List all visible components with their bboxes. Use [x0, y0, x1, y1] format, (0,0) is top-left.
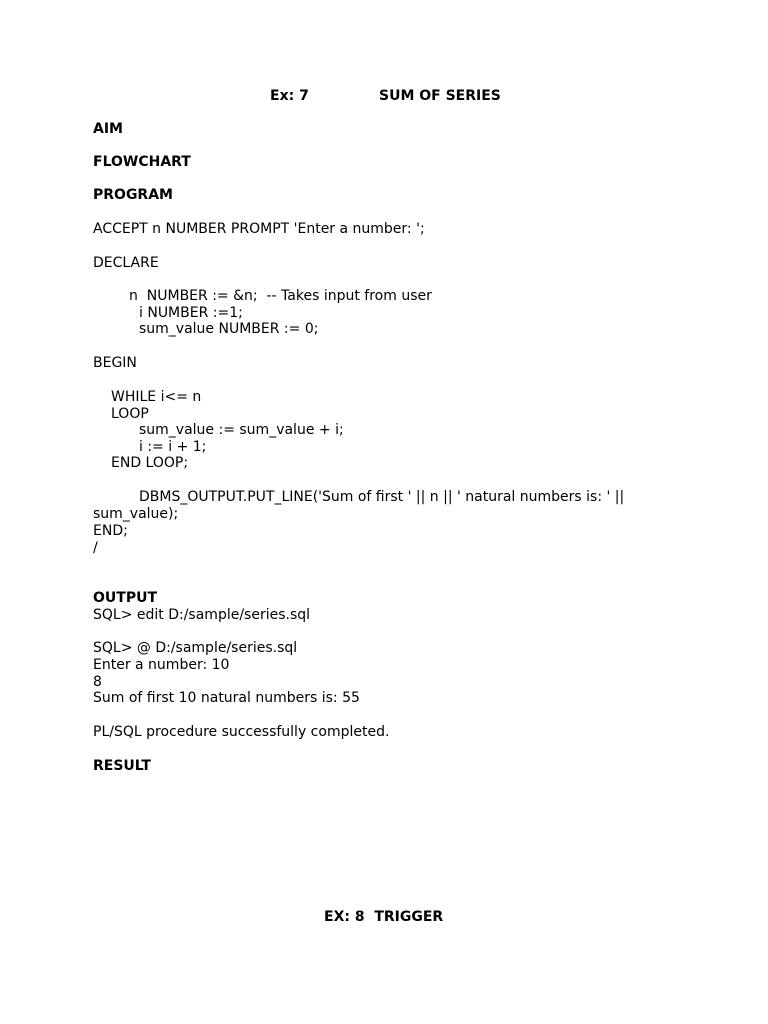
program-heading: PROGRAM [93, 187, 173, 203]
page-title: SUM OF SERIES [379, 88, 501, 104]
code-line-decl-sum: sum_value NUMBER := 0; [139, 321, 319, 337]
next-exercise-heading: EX: 8 TRIGGER [324, 909, 444, 925]
output-line-echo: 8 [93, 674, 102, 690]
output-line-prompt: Enter a number: 10 [93, 657, 230, 673]
output-heading: OUTPUT [93, 590, 157, 606]
output-line-edit: SQL> edit D:/sample/series.sql [93, 607, 311, 623]
result-heading: RESULT [93, 758, 151, 774]
output-line-run: SQL> @ D:/sample/series.sql [93, 640, 298, 656]
code-line-decl-i: i NUMBER :=1; [139, 305, 243, 321]
code-line-i-increment: i := i + 1; [139, 439, 207, 455]
code-line-end: END; [93, 523, 128, 539]
code-line-end-loop: END LOOP; [111, 455, 189, 471]
aim-heading: AIM [93, 121, 123, 137]
code-line-begin: BEGIN [93, 355, 137, 371]
output-line-sum: Sum of first 10 natural numbers is: 55 [93, 690, 360, 706]
code-line-sum-assign: sum_value := sum_value + i; [139, 422, 344, 438]
flowchart-heading: FLOWCHART [93, 154, 191, 170]
output-line-completed: PL/SQL procedure successfully completed. [93, 724, 390, 740]
code-line-accept: ACCEPT n NUMBER PROMPT 'Enter a number: '; [93, 221, 425, 237]
code-line-slash: / [93, 540, 98, 556]
code-line-loop: LOOP [111, 406, 149, 422]
code-line-decl-n: n NUMBER := &n; -- Takes input from user [129, 288, 432, 304]
code-line-while: WHILE i<= n [111, 389, 202, 405]
code-line-put-line: DBMS_OUTPUT.PUT_LINE('Sum of first ' || n || ' natural numbers is: ' || [139, 489, 625, 505]
exercise-label: Ex: 7 [270, 88, 309, 104]
code-line-put-line-cont: sum_value); [93, 506, 179, 522]
code-line-declare: DECLARE [93, 255, 159, 271]
